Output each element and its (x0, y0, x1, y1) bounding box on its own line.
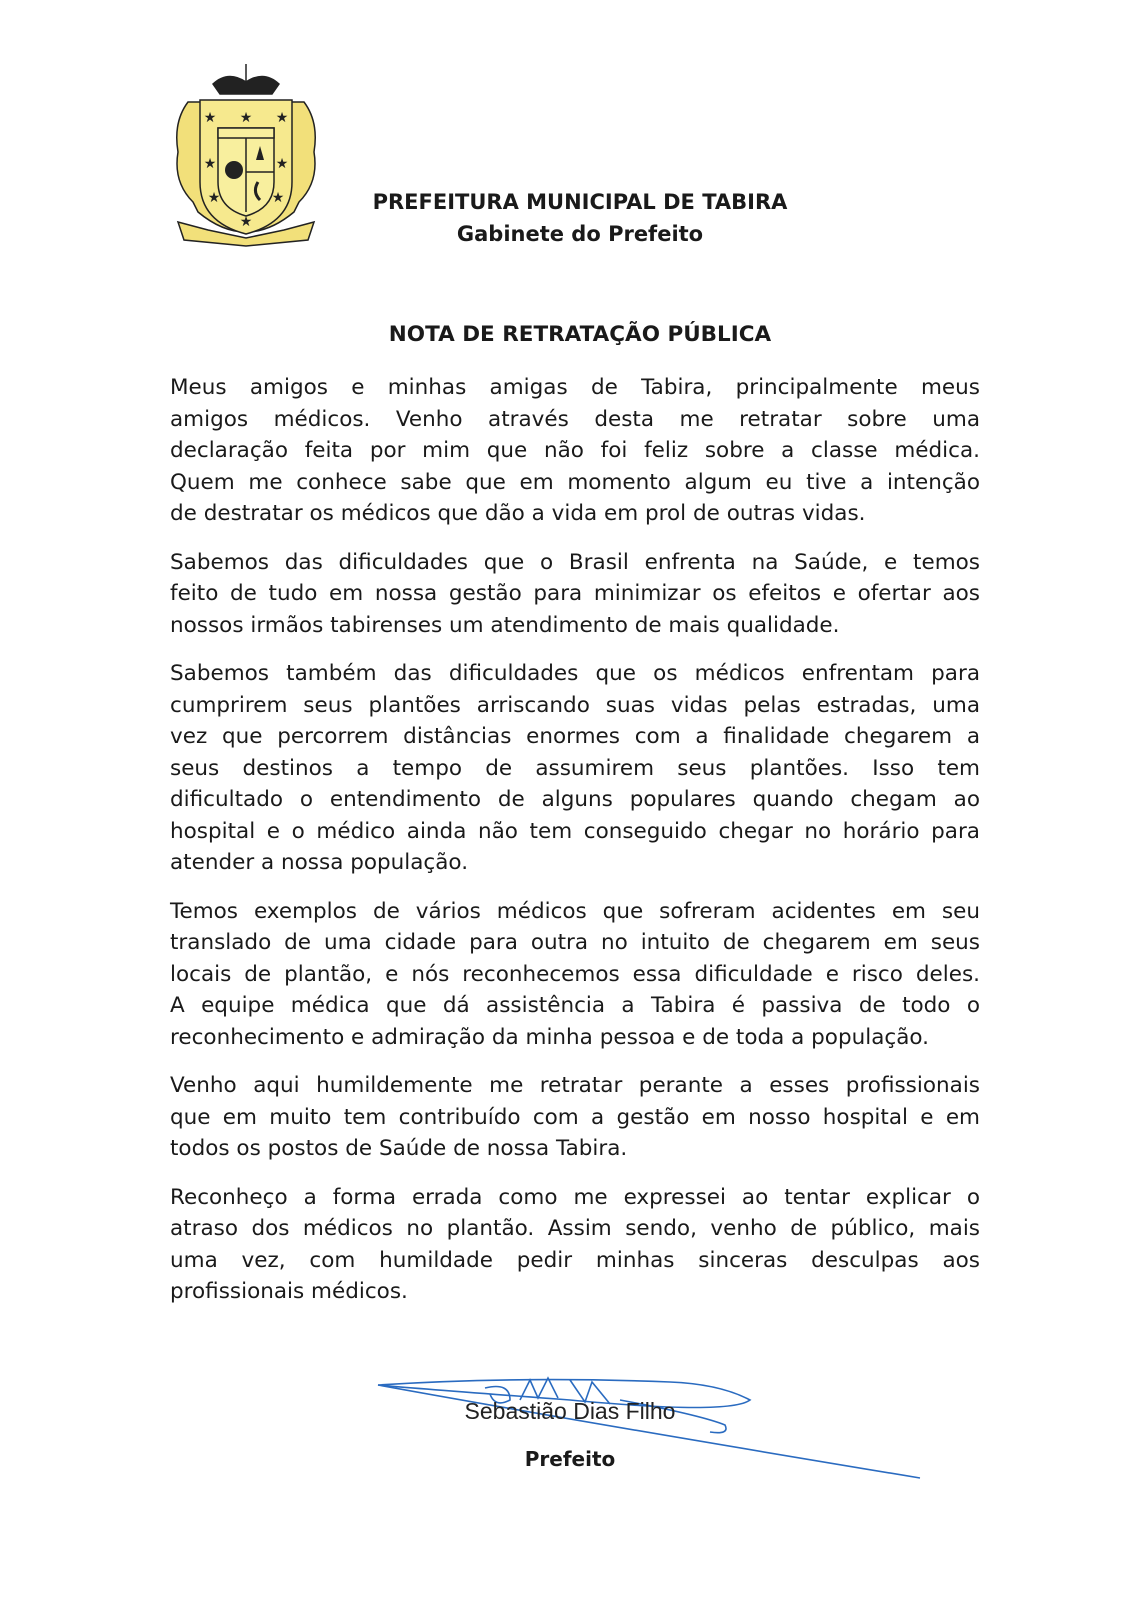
svg-text:★: ★ (207, 190, 221, 206)
paragraph-line: Meus amigos e minhas amigas de Tabira, principalmente meus (170, 375, 980, 400)
paragraph-line: nossos irmãos tabirenses um atendimento de mais qualidade. (170, 612, 840, 638)
paragraph-line: todos os postos de Saúde de nossa Tabira. (170, 1136, 628, 1161)
paragraph-line: A equipe médica que dá assistência a Tabira é passiva de todo o (170, 993, 980, 1018)
paragraph-line: vez que percorrem distâncias enormes com a finalidade chegarem a (170, 724, 980, 749)
svg-text:★: ★ (203, 156, 217, 172)
paragraph (170, 1182, 980, 1308)
paragraph-line: Quem me conhece sabe que em momento algum eu tive a intenção (170, 469, 980, 495)
paragraph-line: Sabemos das dificuldades que o Brasil enfrenta na Saúde, e temos (170, 549, 980, 575)
paragraph (170, 1070, 980, 1165)
paragraph-line: amigos médicos. Venho através desta me retratar sobre uma (170, 406, 980, 432)
signatory-name: Sebastião Dias Filho (464, 1398, 676, 1424)
institution-name: PREFEITURA MUNICIPAL DE TABIRA (372, 190, 788, 214)
paragraph-line: dificultado o entendimento de alguns populares quando chegam ao (170, 787, 980, 812)
paragraph (170, 372, 980, 530)
paragraph-line: que em muito tem contribuído com a gestão em nosso hospital e em (170, 1104, 980, 1130)
signatory-role: Prefeito (524, 1447, 616, 1471)
paragraph-line: translado de uma cidade para outra no intuito de chegarem em seus (170, 930, 980, 955)
paragraph-line: seus destinos a tempo de assumirem seus plantões. Isso tem (170, 755, 980, 781)
svg-text:★: ★ (275, 110, 289, 126)
document-title: NOTA DE RETRATAÇÃO PÚBLICA (388, 322, 772, 347)
paragraph (170, 896, 980, 1054)
paragraph-line: Sabemos também das dificuldades que os médicos enfrentam para (170, 661, 980, 686)
svg-text:★: ★ (203, 110, 217, 126)
paragraph-line: Venho aqui humildemente me retratar perante a esses profissionais (170, 1073, 980, 1098)
municipal-coat-of-arms-seal (168, 62, 324, 248)
paragraph-line: locais de plantão, e nós reconhecemos essa dificuldade e risco deles. (170, 961, 980, 987)
paragraph-line: cumprirem seus plantões arriscando suas vidas pelas estradas, uma (170, 692, 980, 718)
paragraph-line: atender a nossa população. (170, 850, 469, 875)
paragraph-line: reconhecimento e admiração da minha pessoa e de toda a população. (170, 1024, 929, 1050)
svg-text:★: ★ (275, 156, 289, 172)
svg-text:★: ★ (271, 190, 285, 206)
svg-text:★: ★ (239, 214, 253, 230)
handwritten-signature (370, 1370, 930, 1490)
paragraph-line: de destratar os médicos que dão a vida em prol de outras vidas. (170, 501, 866, 526)
paragraph (170, 547, 980, 642)
paragraph-line: Temos exemplos de vários médicos que sofreram acidentes em seu (170, 898, 980, 924)
paragraph-line: Reconheço a forma errada como me expressei ao tentar explicar o (170, 1184, 980, 1210)
document-body (170, 372, 980, 1325)
paragraph-line: hospital e o médico ainda não tem conseguido chegar no horário para (170, 818, 980, 844)
paragraph-line: profissionais médicos. (170, 1279, 408, 1304)
paragraph (170, 658, 980, 879)
paragraph-line: feito de tudo em nossa gestão para minimizar os efeitos e ofertar aos (170, 581, 980, 606)
paragraph-line: atraso dos médicos no plantão. Assim sendo, venho de público, mais (170, 1216, 980, 1241)
paragraph-line: uma vez, com humildade pedir minhas sinceras desculpas aos (170, 1247, 980, 1273)
paragraph-line: declaração feita por mim que não foi feliz sobre a classe médica. (170, 438, 980, 463)
svg-text:★: ★ (239, 110, 253, 126)
office-name: Gabinete do Prefeito (456, 222, 704, 246)
